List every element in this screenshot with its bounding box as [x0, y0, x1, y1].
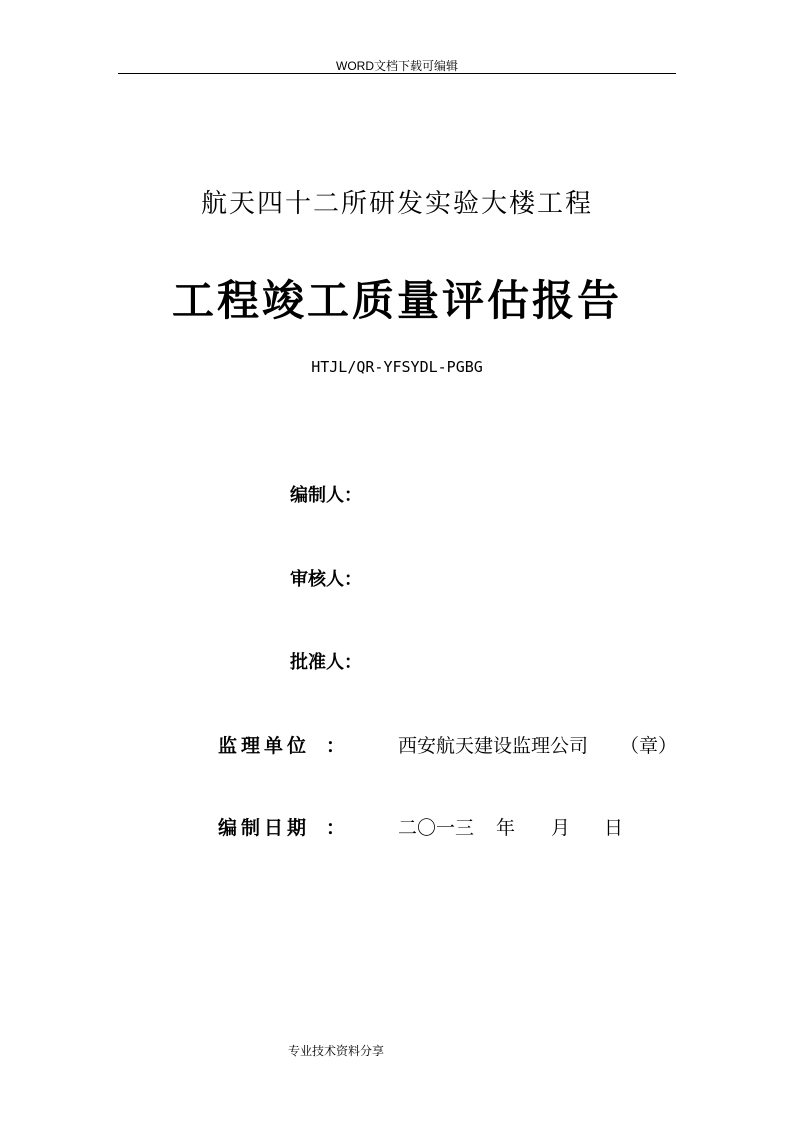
seal-mark: （章）: [620, 735, 678, 757]
date-month: 月: [551, 817, 571, 839]
supervision-unit-label: 监理单位: [218, 735, 311, 757]
compile-date-colon: ：: [326, 817, 346, 839]
reviewer-label: 审核人：: [290, 569, 362, 590]
page-header: WORD文档下载可编辑: [336, 59, 458, 73]
supervision-unit-row: [218, 731, 688, 757]
supervision-unit-value: 西安航天建设监理公司: [398, 735, 589, 757]
date-year: 二〇一三: [398, 817, 475, 839]
compiler-label: 编制人：: [290, 485, 362, 506]
compile-date-row: [218, 813, 638, 839]
header-divider: [118, 73, 676, 74]
project-name: 航天四十二所研发实验大楼工程: [200, 189, 593, 219]
date-year-suffix: 年: [496, 817, 516, 839]
document-code: HTJL/QR-YFSYDL-PGBG: [311, 358, 483, 376]
report-title: 工程竣工质量评估报告: [171, 276, 622, 325]
page-footer: 专业技术资料分享: [288, 1044, 385, 1058]
supervision-unit-colon: ：: [326, 735, 346, 757]
approver-label: 批准人：: [290, 652, 362, 673]
date-day: 日: [604, 817, 624, 839]
compile-date-label: 编制日期: [218, 817, 311, 839]
